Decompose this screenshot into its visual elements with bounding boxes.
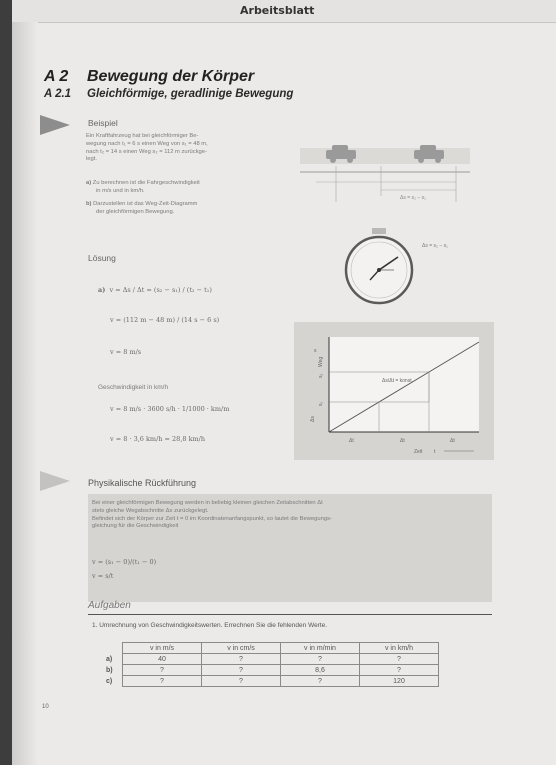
vehicle-motion-illustration xyxy=(296,136,476,214)
header-bar xyxy=(12,0,556,23)
delta-t-2: Δt xyxy=(400,438,405,444)
y-axis-title: Weg xyxy=(318,356,324,367)
page-number: 10 xyxy=(42,704,49,710)
tasks-label: Aufgaben xyxy=(88,600,131,611)
formula-kmh-result: v = 8 · 3,6 km/h = 28,8 km/h xyxy=(110,435,206,443)
subchapter-number: A 2.1 xyxy=(44,88,72,100)
table-row: a) 40 ? ? ? xyxy=(104,654,439,665)
header-title: Arbeitsblatt xyxy=(240,4,315,17)
kmh-label: Geschwindigkeit in km/h xyxy=(98,384,169,391)
table-row: b) ? ? 8,6 ? xyxy=(104,665,439,676)
example-task-b: b) Darzustellen ist das Weg-Zeit-Diagramm der gleichförmigen Bewegung. xyxy=(86,201,198,215)
worksheet-page xyxy=(12,0,556,765)
example-triangle-icon xyxy=(40,115,70,135)
physical-formula-2: v = s/t xyxy=(92,572,114,580)
formula-kmh-conversion: v = 8 m/s · 3600 s/h · 1/1000 · km/m xyxy=(110,405,230,413)
s1-label: s₁ xyxy=(318,401,324,406)
formula-speed-definition: a) v = Δs / Δt = (s₂ − s₁) / (t₂ − t₁) xyxy=(98,286,212,294)
delta-t-3: Δt xyxy=(450,438,455,444)
header-cmps: v in cm/s xyxy=(202,643,281,654)
physical-text: Bei einer gleichförmigen Bewegung werden in beliebig kleinen gleichen Zeitabschnitten Δt stets gleiche Wegabschnitte Δs zurückgelegt. Befindet sich der Körper zur Zeit t = 0 im Koordinatenanfangspunkt, so lautet die Bewegungs- gleichung für die Geschwindigkeit xyxy=(92,500,332,530)
formula-speed-values: v = (112 m − 48 m) / (14 s − 6 s) xyxy=(110,316,220,324)
delta-s-axis-label: Δs xyxy=(310,416,316,422)
physical-formula-1: v = (s₁ − 0)/(t₁ − 0) xyxy=(92,558,157,566)
delta-s-arrow-label: Δs = s₂ − s₁ xyxy=(400,195,426,201)
task-1-text: 1. Umrechnung von Geschwindigkeitswerten. Errechnen Sie die fehlenden Werte. xyxy=(92,622,328,629)
stopwatch-icon xyxy=(332,226,432,306)
example-label: Beispiel xyxy=(88,118,118,128)
subchapter-title: Gleichförmige, geradlinige Bewegung xyxy=(87,88,294,100)
physical-triangle-icon xyxy=(40,471,70,491)
s-symbol-label: s xyxy=(314,348,317,354)
example-task-a: a) Zu berechnen ist die Fahrgeschwindigkeit in m/s und in km/h. xyxy=(86,180,200,194)
table-row: c) ? ? ? 120 xyxy=(104,676,439,687)
header-mpmin: v in m/min xyxy=(281,643,360,654)
conversion-table xyxy=(104,642,439,687)
tasks-rule xyxy=(88,614,492,615)
x-axis-title: Zeit xyxy=(414,449,423,455)
header-kmh: v in km/h xyxy=(360,643,439,654)
formula-speed-result: v = 8 m/s xyxy=(110,348,142,356)
chapter-number: A 2 xyxy=(44,68,69,85)
header-mps: v in m/s xyxy=(123,643,202,654)
example-text: Ein Kraftfahrzeug hat bei gleichförmiger Be- wegung nach t₁ = 6 s einen Weg von s₁ = 48 m, nach t₂ = 14 s einen Weg s₂ = 112 m zurückge- legt. xyxy=(86,133,208,163)
physical-label: Physikalische Rückführung xyxy=(88,478,197,488)
delta-t-1: Δt xyxy=(349,438,354,444)
slope-label: Δs/Δt = konst. xyxy=(382,378,413,384)
distance-time-diagram xyxy=(294,322,494,460)
t-symbol-label: t xyxy=(434,449,436,455)
page-shadow xyxy=(12,22,38,765)
solution-label: Lösung xyxy=(88,253,116,263)
delta-s-label: Δs = s₂ − s₁ xyxy=(422,243,448,249)
table-header-row xyxy=(104,643,439,654)
s2-label: s₂ xyxy=(318,373,324,378)
chapter-title: Bewegung der Körper xyxy=(87,68,255,85)
